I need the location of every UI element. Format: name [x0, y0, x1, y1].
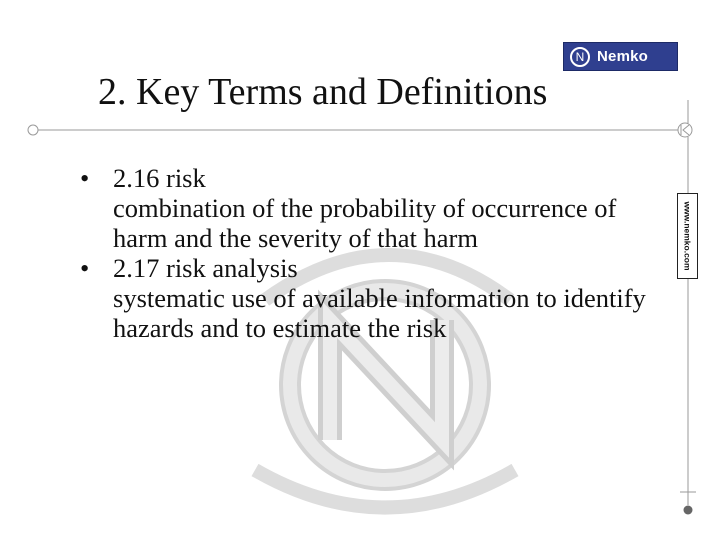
slide-title: 2. Key Terms and Definitions [98, 71, 548, 113]
bullet-item-risk-analysis [80, 253, 650, 343]
bullet-item-risk [80, 163, 650, 253]
side-url-box [677, 193, 698, 279]
definition-text: systematic use of available information to identify hazards and to estimate the risk [113, 283, 646, 343]
side-url-text: www.nemko.com [682, 201, 693, 271]
bullet-list [80, 163, 650, 343]
nemko-logo-mark-icon: N [570, 47, 590, 67]
term-label: 2.16 risk [113, 163, 206, 193]
nemko-logo-text: Nemko [597, 48, 649, 65]
term-label: 2.17 risk analysis [113, 253, 298, 283]
bullet-icon: • [80, 163, 90, 193]
bullet-icon: • [80, 253, 90, 283]
definition-text: combination of the probability of occurrence of harm and the severity of that harm [113, 193, 617, 253]
